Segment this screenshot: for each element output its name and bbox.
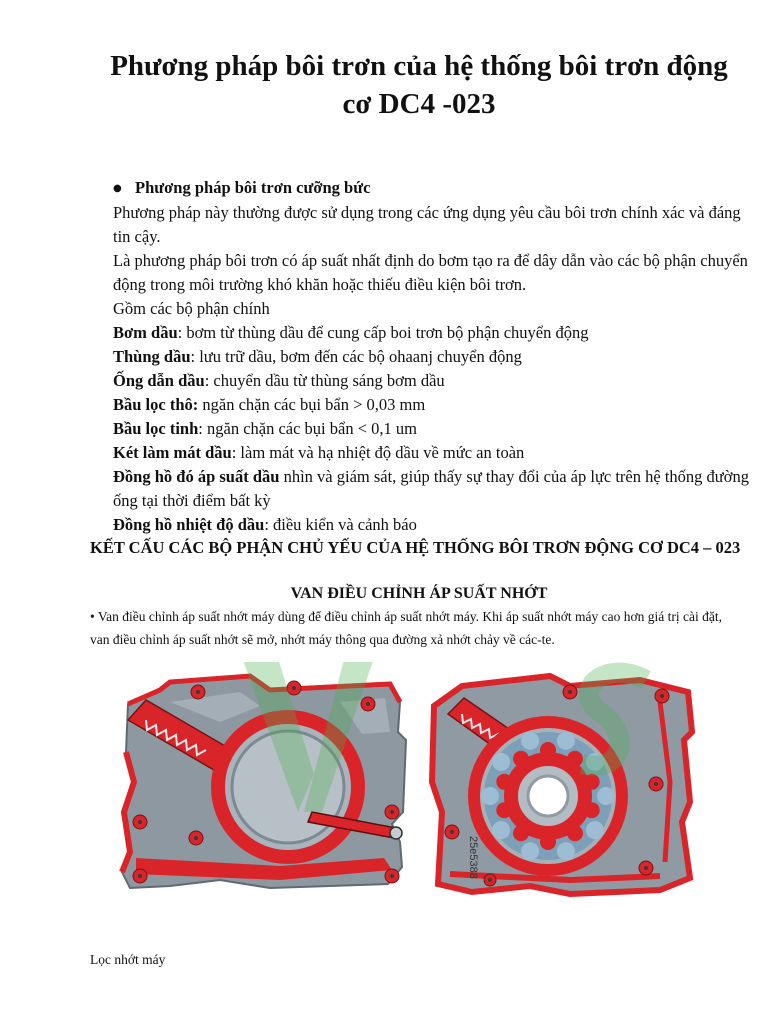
- component-label: Két làm mát dầu: [113, 443, 232, 462]
- component-label: Ống dẫn dầu: [113, 371, 205, 390]
- component-label: Đồng hồ đó áp suất dầu: [113, 467, 280, 486]
- component-item: [113, 417, 753, 441]
- component-label: Đồng hồ nhiệt độ dầu: [113, 515, 265, 534]
- component-description: : bơm từ thùng dầu để cung cấp boi trơn bộ phận chuyển động: [177, 323, 589, 342]
- bullet-icon: ●: [113, 183, 122, 194]
- component-item: [113, 441, 753, 465]
- component-item: [113, 345, 753, 369]
- paragraph: Phương pháp này thường được sử dụng trong các ứng dụng yêu cầu bôi trơn chính xác và đáng tin cậy.: [113, 203, 741, 246]
- crankshaft-bore: [528, 776, 568, 816]
- pressure-valve-figure: [100, 662, 700, 898]
- component-item: [113, 393, 753, 417]
- valve-description: • Van điều chỉnh áp suất nhớt máy dùng để điều chỉnh áp suất nhớt máy. Khi áp suất nhớt máy cao hơn giá trị cài đặt, van điều chỉnh áp suất nhớt sẽ mở, nhớt máy thông qua đường xả nhớt chảy về các-te.: [90, 609, 723, 647]
- component-description: : lưu trữ dầu, bơm đến các bộ ohaanj chuyển động: [190, 347, 522, 366]
- component-description: ngăn chặn các bụi bẩn > 0,03 mm: [198, 395, 426, 414]
- oil-filter-title: Lọc nhớt máy: [90, 952, 166, 967]
- method-heading: [113, 176, 753, 201]
- paragraph: Là phương pháp bôi trơn có áp suất nhất định do bơm tạo ra để dây dẫn vào các bộ phận chuyển động trong môi trường khó khăn hoặc thiếu điều kiện bôi trơn.: [113, 251, 748, 294]
- component-label: Bơm dầu: [113, 323, 178, 342]
- valve-cover-right: [432, 676, 692, 894]
- component-item: [113, 465, 753, 513]
- paragraph: Gồm các bộ phận chính: [113, 299, 270, 318]
- component-item: [113, 321, 753, 345]
- component-description: : làm mát và hạ nhiệt độ dầu về mức an toàn: [231, 443, 525, 462]
- component-description: : điều kiển và cảnh báo: [264, 515, 417, 534]
- component-label: Bầu lọc tinh: [113, 419, 199, 438]
- structure-heading: KẾT CẤU CÁC BỘ PHẬN CHỦ YẾU CỦA HỆ THỐNG BÔI TRƠN ĐỘNG CƠ DC4 – 023: [90, 538, 741, 557]
- figure-label: 25e5388: [467, 836, 479, 879]
- component-item: [113, 369, 753, 393]
- component-item: [113, 513, 753, 537]
- valve-section-title: VAN ĐIỀU CHỈNH ÁP SUẤT NHỚT: [290, 585, 548, 602]
- component-label: Bầu lọc thô:: [113, 395, 199, 414]
- page-title-line: cơ DC4 -023: [342, 88, 496, 120]
- component-label: Thùng dầu: [113, 347, 191, 366]
- method-heading-text: Phương pháp bôi trơn cưỡng bức: [135, 178, 371, 197]
- page-title-line: Phương pháp bôi trơn của hệ thống bôi trơn động: [110, 50, 728, 82]
- component-description: : ngăn chặn các bụi bẩn < 0,1 um: [198, 419, 417, 438]
- page-title: [90, 47, 748, 123]
- component-description: : chuyển dầu từ thùng sáng bơm dầu: [204, 371, 445, 390]
- lubrication-method-section: [113, 176, 753, 537]
- component-description: nhìn và giám sát, giúp thấy sự thay đổi của áp lực trên hệ thống đường ống tại thời điểm bất kỳ: [113, 467, 749, 510]
